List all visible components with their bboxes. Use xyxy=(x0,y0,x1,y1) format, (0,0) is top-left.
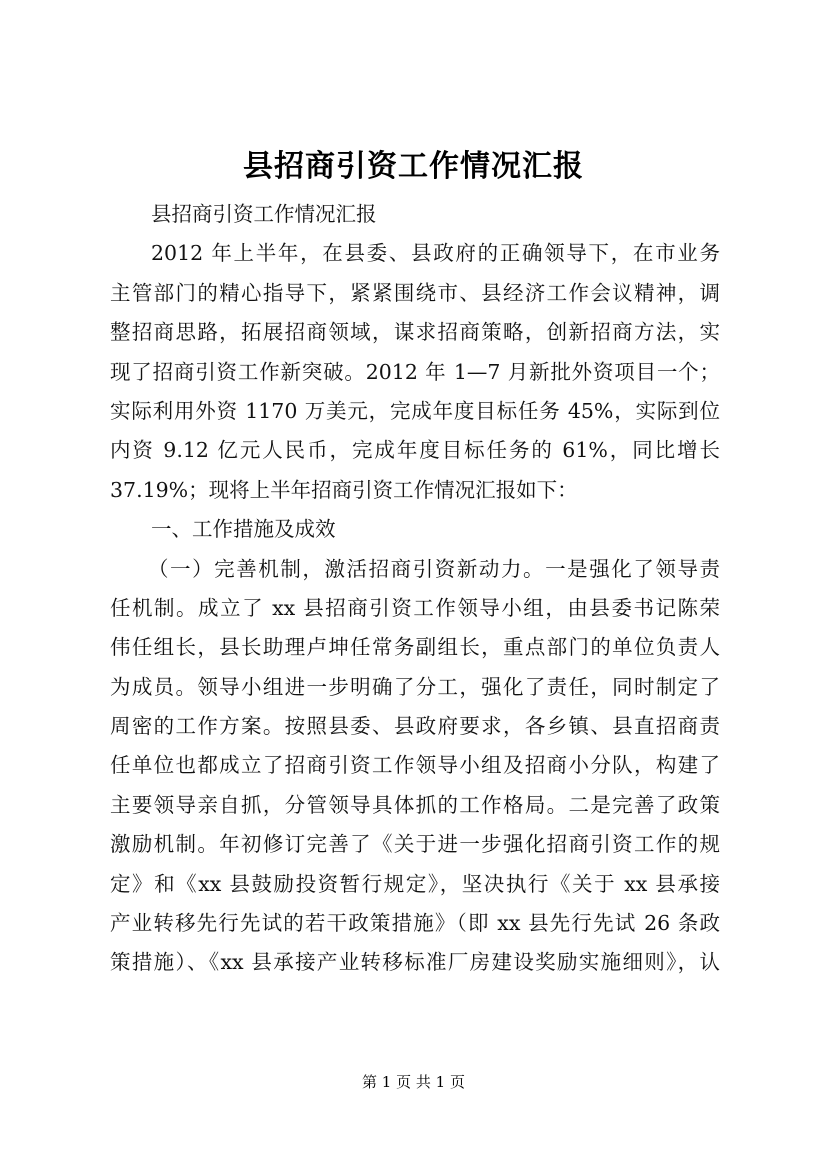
paragraph-line: 37.19%；现将上半年招商引资工作情况汇报如下： xyxy=(110,477,578,502)
paragraph-line: 现了招商引资工作新突破。2012 年 1—7 月新批外资项目一个； xyxy=(110,359,720,384)
paragraph-line: 伟任组长，县长助理卢坤任常务副组长，重点部门的单位负责人 xyxy=(110,635,720,660)
paragraph-line: 任机制。成立了 xx 县招商引资工作领导小组，由县委书记陈荣 xyxy=(110,595,720,620)
paragraph-line: 内资 9.12 亿元人民币，完成年度目标任务的 61%，同比增长 xyxy=(110,438,720,463)
paragraph-line: 实际利用外资 1170 万美元，完成年度目标任务 45%，实际到位 xyxy=(110,398,720,423)
paragraph-line: 产业转移先行先试的若干政策措施》（即 xx 县先行先试 26 条政 xyxy=(110,911,720,936)
paragraph-line: 策措施）、《xx 县承接产业转移标准厂房建设奖励实施细则》，认 xyxy=(110,950,720,975)
subtitle-line: 县招商引资工作情况汇报 xyxy=(151,202,377,226)
paragraph-line: 主管部门的精心指导下，紧紧围绕市、县经济工作会议精神，调 xyxy=(110,280,720,305)
paragraph-line: 激励机制。年初修订完善了《关于进一步强化招商引资工作的规 xyxy=(110,832,720,857)
paragraph-line: 周密的工作方案。按照县委、县政府要求，各乡镇、县直招商责 xyxy=(110,714,720,739)
paragraph-line: 定》和《xx 县鼓励投资暂行规定》，坚决执行《关于 xx 县承接 xyxy=(110,871,720,896)
document-title: 县招商引资工作情况汇报 xyxy=(243,149,584,184)
paragraph-line: 整招商思路，拓展招商领域，谋求招商策略，创新招商方法，实 xyxy=(110,320,720,345)
page-number-footer: 第 1 页 共 1 页 xyxy=(362,1073,465,1091)
paragraph-line: 主要领导亲自抓，分管领导具体抓的工作格局。二是完善了政策 xyxy=(110,792,720,817)
document-body xyxy=(110,195,720,983)
paragraph-line: （一）完善机制，激活招商引资新动力。一是强化了领导责 xyxy=(148,556,720,581)
paragraph-line: 2012 年上半年，在县委、县政府的正确领导下，在市业务 xyxy=(151,241,720,266)
paragraph-line: 任单位也都成立了招商引资工作领导小组及招商小分队，构建了 xyxy=(110,753,720,778)
paragraph-line: 为成员。领导小组进一步明确了分工，强化了责任，同时制定了 xyxy=(110,674,720,699)
section-heading: 一、工作措施及成效 xyxy=(151,517,336,542)
